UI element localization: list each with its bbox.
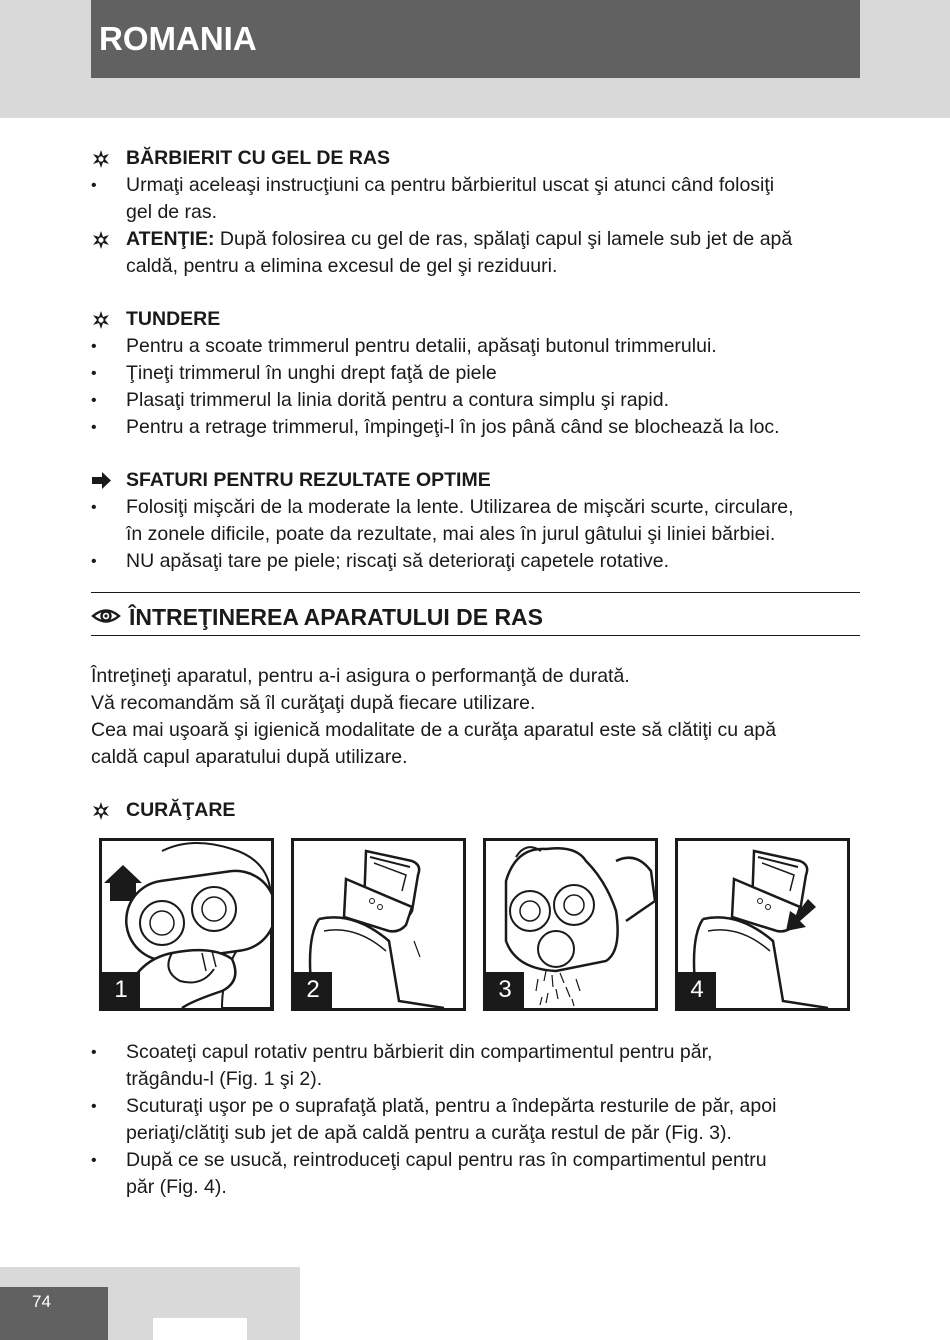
trimming-item: Pentru a scoate trimmerul pentru detalii, apăsaţi butonul trimmerului. [126,335,717,357]
figure-4 [675,838,850,1011]
cleaning-item2-line2: periaţi/clătiţi sub jet de apă caldă pentru a curăţa restul de păr (Fig. 3). [126,1122,732,1144]
cleaning-item3-line2: păr (Fig. 4). [126,1176,227,1198]
bullet-dot: • [91,499,97,516]
trimming-item: Ţineţi trimmerul în unghi drept faţă de piele [126,362,497,384]
care-section-heading [91,600,543,634]
figure-number: 2 [294,972,332,1008]
bullet-dot: • [91,392,97,409]
figure-number: 1 [102,972,140,1008]
warning-label: ATENŢIE: [126,228,215,250]
figure-3 [483,838,658,1011]
figure-2 [291,838,466,1011]
tips-item1-line1: Folosiţi mişcări de la moderate la lente. Utilizarea de mişcări scurte, circulare, [126,496,794,518]
sparkle-star-icon [91,145,113,172]
bullet-dot: • [91,365,97,382]
care-title: ÎNTREŢINEREA APARATULUI DE RAS [129,604,543,630]
cleaning-item1-line2: trăgându-l (Fig. 1 şi 2). [126,1068,323,1090]
bullet-dot: • [91,338,97,355]
sparkle-star-icon [91,306,113,333]
bullet-dot: • [91,1152,97,1169]
warning-text-line1: După folosirea cu gel de ras, spălaţi capul şi lamele sub jet de apă [214,228,793,250]
sparkle-star-icon [91,226,113,253]
page-number: 74 [0,1287,108,1340]
figure-1 [99,838,274,1011]
bullet-dot: • [91,1044,97,1061]
care-paragraph-line: caldă capul aparatului după utilizare. [91,746,408,768]
trimming-item: Plasaţi trimmerul la linia dorită pentru a contura simplu şi rapid. [126,389,669,411]
tips-item2: NU apăsaţi tare pe piele; riscaţi să deterioraţi capetele rotative. [126,550,670,572]
footer-tab [153,1318,247,1340]
bullet-dot: • [91,553,97,570]
cleaning-item2-line1: Scuturaţi uşor pe o suprafaţă plată, pentru a îndepărta resturile de păr, apoi [126,1095,777,1117]
care-paragraph-line: Cea mai uşoară şi igienică modalitate de a curăţa aparatul este să clătiţi cu apă [91,719,777,741]
section-rule-bottom [91,635,860,636]
section-rule-top [91,592,860,593]
tips-item1-line2: în zonele dificile, poate da rezultate, mai ales în jurul gâtului şi liniei bărbiei. [126,523,776,545]
bullet-dot: • [91,177,97,194]
bullet-dot: • [91,419,97,436]
care-paragraph-line: Vă recomandăm să îl curăţaţi după fiecare utilizare. [91,692,536,714]
shaving-gel-text-line1: Urmaţi aceleaşi instrucţiuni ca pentru bărbieritul uscat şi atunci când folosiţi [126,174,775,196]
warning-line [91,226,860,253]
cleaning-item3-line1: După ce se usucă, reintroduceţi capul pentru ras în compartimentul pentru [126,1149,767,1171]
warning-text-line2: caldă, pentru a elimina excesul de gel şi reziduuri. [126,255,558,277]
cleaning-title: CURĂŢARE [126,799,236,821]
arrow-right-icon [91,467,113,494]
shaving-gel-title: BĂRBIERIT CU GEL DE RAS [126,147,390,169]
language-title: ROMANIA [91,0,860,78]
list-item [91,172,860,199]
figure-number: 3 [486,972,524,1008]
cleaning-item1-line1: Scoateţi capul rotativ pentru bărbierit din compartimentul pentru păr, [126,1041,713,1063]
tips-title: SFATURI PENTRU REZULTATE OPTIME [126,469,491,491]
trimming-title: TUNDERE [126,308,221,330]
figure-number: 4 [678,972,716,1008]
eye-icon [91,602,121,636]
sparkle-star-icon [91,797,113,824]
trimming-item: Pentru a retrage trimmerul, împingeţi-l în jos până când se blochează la loc. [126,416,780,438]
care-paragraph-line: Întreţineţi aparatul, pentru a-i asigura o performanţă de durată. [91,665,630,687]
shaving-gel-text-line2: gel de ras. [126,201,218,223]
bullet-dot: • [91,1098,97,1115]
